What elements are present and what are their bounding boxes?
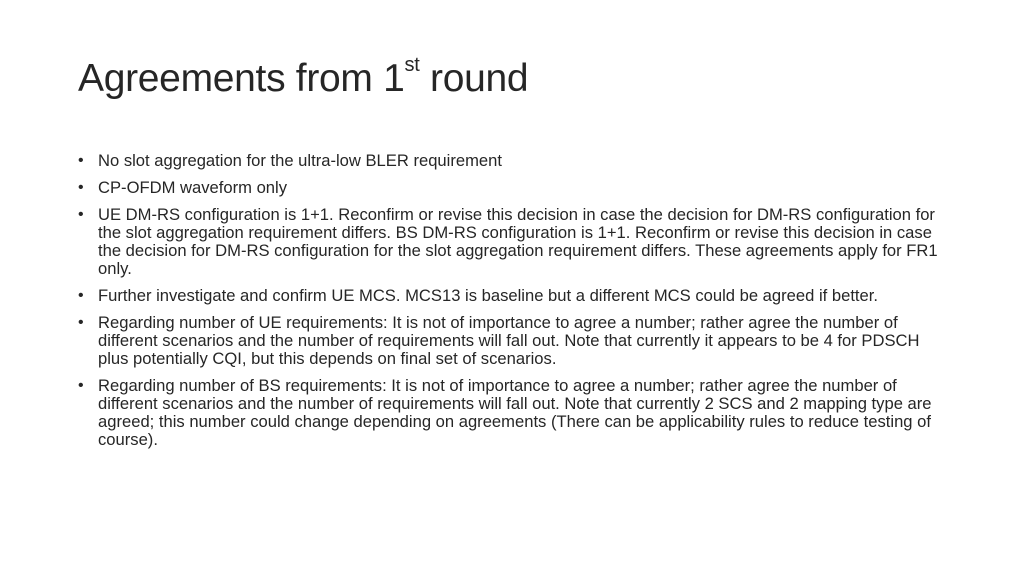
- title-superscript: st: [404, 54, 420, 76]
- bullet-text: Regarding number of BS requirements: It is not of importance to agree a number; rather agree the number of different scenarios and the number of requirements will fall out. Note that currently 2 SCS and 2 mapping type are agreed; this number could change depending on agreements (There can be applicability rules to reduce testing of course).: [98, 376, 932, 449]
- bullet-item: [78, 152, 950, 170]
- bullet-marker: •: [78, 314, 84, 331]
- bullet-marker: •: [78, 287, 84, 304]
- title-main: Agreements from 1: [78, 57, 405, 100]
- bullet-marker: •: [78, 206, 84, 223]
- bullet-list: [78, 152, 950, 458]
- bullet-marker: •: [78, 152, 84, 169]
- bullet-text: UE DM-RS configuration is 1+1. Reconfirm or revise this decision in case the decision for DM-RS configuration for the slot aggregation requirement differs. BS DM-RS configuration is 1+1. Reconfirm or revise this decision in case the decision for DM-RS configuration for the slot aggregation requirement differs. These agreements apply for FR1 only.: [98, 205, 938, 278]
- slide-title: [78, 54, 529, 101]
- bullet-item: [78, 206, 950, 278]
- bullet-item: [78, 377, 950, 449]
- bullet-text: Further investigate and confirm UE MCS. MCS13 is baseline but a different MCS could be agreed if better.: [98, 286, 878, 305]
- bullet-marker: •: [78, 377, 84, 394]
- title-tail: round: [419, 57, 529, 100]
- bullet-item: [78, 314, 950, 368]
- bullet-text: Regarding number of UE requirements: It is not of importance to agree a number; rather agree the number of different scenarios and the number of requirements will fall out. Note that currently it appears to be 4 for PDSCH plus potentially CQI, but this depends on final set of scenarios.: [98, 313, 920, 368]
- bullet-text: CP-OFDM waveform only: [98, 178, 288, 197]
- bullet-marker: •: [78, 179, 84, 196]
- bullet-item: [78, 179, 950, 197]
- bullet-item: [78, 287, 950, 305]
- bullet-text: No slot aggregation for the ultra-low BLER requirement: [98, 151, 502, 170]
